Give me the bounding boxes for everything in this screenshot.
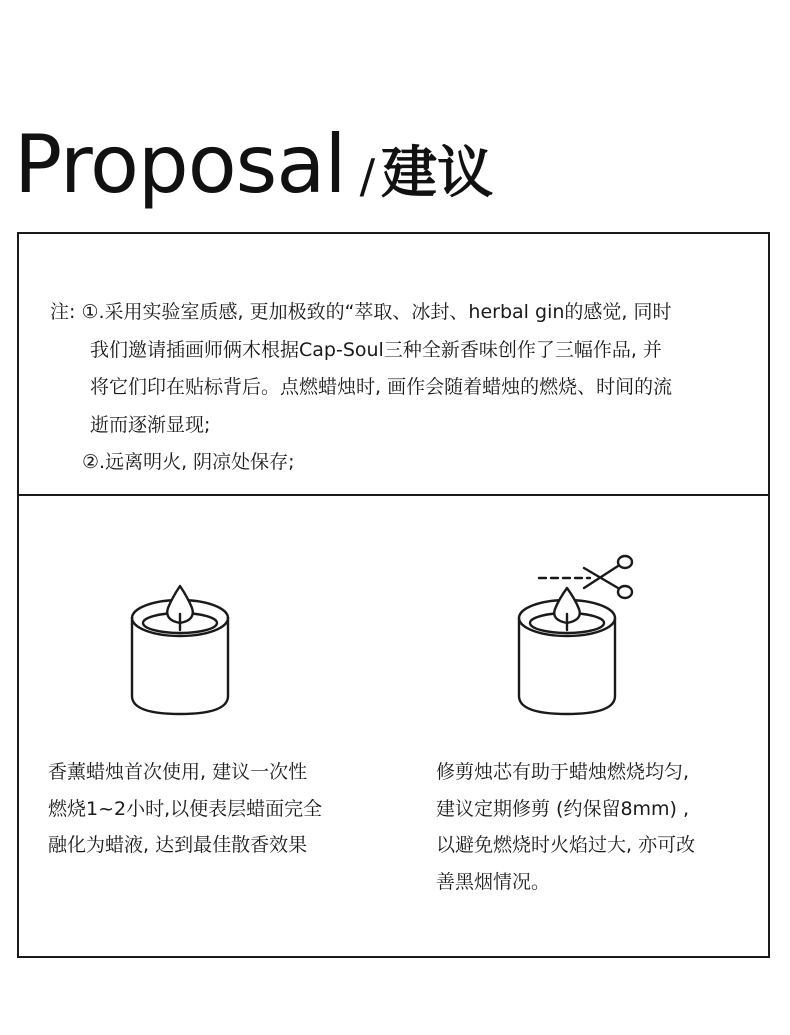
note-line: 将它们印在贴标背后。点燃蜡烛时, 画作会随着蜡烛的燃烧、时间的流 (90, 376, 673, 398)
candle-icon (126, 582, 236, 726)
tip-line: 燃烧1~2小时,以便表层蜡面完全 (48, 797, 323, 820)
note-line: 我们邀请插画师俩木根据Cap-Soul三种全新香味创作了三幅作品, 并 (90, 338, 662, 361)
note-line: 注: ①.采用实验室质感, 更加极致的“萃取、冰封、herbal gin的感觉, 同时 (50, 301, 672, 323)
note-line: 逝而逐渐显现; (90, 413, 211, 436)
tip-line: 修剪烛芯有助于蜡烛燃烧均匀, (436, 761, 690, 783)
tip-line: 香薰蜡烛首次使用, 建议一次性 (48, 761, 308, 783)
title-english: Proposal (14, 118, 346, 211)
tip-line: 融化为蜡液, 达到最佳散香效果 (48, 834, 308, 856)
title-separator: / (359, 149, 376, 203)
section-divider (17, 494, 770, 496)
tip-line: 建议定期修剪 (约保留8mm) , (436, 797, 690, 820)
title-chinese: 建议 (381, 141, 494, 206)
tip-line: 以避免燃烧时火焰过大, 亦可改 (436, 834, 696, 856)
candle-trim-icon (512, 552, 642, 726)
notes-section (50, 294, 760, 482)
tip-trim-wick (436, 754, 695, 900)
tip-first-use (48, 754, 322, 864)
tip-line: 善黑烟情况。 (436, 870, 551, 893)
page-title (14, 118, 493, 211)
note-line: ②.远离明火, 阴凉处保存; (82, 451, 295, 473)
